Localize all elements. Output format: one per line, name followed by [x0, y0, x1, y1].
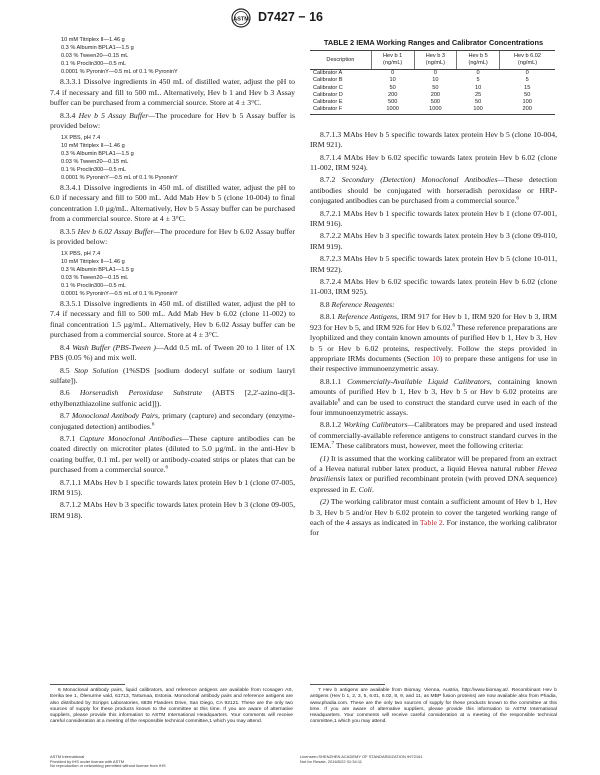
svg-text:ASTM: ASTM — [233, 16, 249, 23]
table-cell: 50 — [524, 91, 531, 98]
recipe-line: 10 mM Titriplex II—1.46 g — [61, 258, 125, 265]
astm-logo-icon — [231, 8, 251, 28]
table-header-row — [310, 51, 555, 70]
table-cell: 10 — [474, 84, 482, 91]
footnote-ref[interactable]: 6 — [165, 465, 168, 471]
paragraph-8-7-1-3: 8.7.1.3 MAbs Hev b 5 specific towards latex protein Hev b 5 (clone 10-004, IRM 921). — [310, 129, 557, 150]
recipe-line: 0.3 % Albumin BPLA1—1.5 g — [61, 266, 134, 273]
footnote-ref[interactable]: 7 — [331, 441, 335, 447]
table-cell: 1000 — [414, 106, 457, 114]
table-cell: 15 — [524, 84, 531, 91]
recipe-line: 0.03 % Tween20—0.15 mL — [61, 158, 129, 165]
paragraph-8-7-2-4: 8.7.2.4 MAbs Hev b 6.02 specific towards latex protein Hev b 6.02 (clone 11-003, IRM 925). — [310, 277, 557, 297]
section-title: Reference Antigens, — [337, 312, 399, 322]
table-link[interactable]: Table 2 — [419, 518, 443, 527]
table-cell: 200 — [499, 106, 555, 114]
table-cell: 0 — [476, 70, 480, 76]
column-header: Hev b 1 (ng/mL) — [371, 51, 414, 70]
calibrator-table — [310, 50, 555, 115]
section-title: Capture Monoclonal Antibodies— — [79, 433, 189, 443]
paragraph-8-8-1-1: 8.8.1.1 Commercially-Available Liquid Calibrators, containing known amounts of purified Hev b 1, Hev b 3, Hev b 5 or Hev b 6.02 proteins are available$^6$ and can be used to construct the standard curve used in each of the four immunoenzymetric assays. — [310, 376, 558, 417]
license-footer-right: Licensee=SHENZHEN ACADEMY OF STANDARDIZATION 9972161 Not for Resale, 2016/5/22 01:34:11 — [300, 754, 423, 764]
recipe-line: 0.0001 % PyroninY—0.5 mL of 0.1 % PyroninY — [61, 69, 178, 76]
paragraph-8-7: 8.7 Monoclonal Antibody Pairs, primary (capture) and secondary (enzyme-conjugated detection) antibodies.$^6$ — [50, 411, 296, 431]
section-title: Hev b 5 Assay Buffer— — [78, 110, 156, 120]
table-title: TABLE 2 IEMA Working Ranges and Calibrator Concentrations — [323, 38, 544, 47]
left-column — [50, 36, 295, 523]
right-column — [310, 36, 557, 541]
table-row — [310, 92, 555, 99]
footnote-ref[interactable]: 6 — [452, 323, 456, 329]
table-cell: 5 — [476, 77, 480, 84]
table-cell: 500 — [387, 99, 398, 106]
footnote-ref[interactable]: 6 — [516, 196, 519, 202]
section-title: Working Calibrators— — [343, 420, 415, 430]
recipe-line: 10 mM Titriplex II—1.46 g — [61, 142, 125, 149]
criterion-1: (1) It is assumed that the working calibrator will be prepared from an extract of a Hevea natural rubber latex product, a liquid Hevea natural rubber Hevea brasiliensis latex or purified recombinant protein (with proved DNA sequence) expressed in E. Coli. — [310, 453, 557, 494]
table-cell: 1000 — [371, 106, 414, 114]
row-label: Calibrator C — [313, 84, 343, 91]
buffer-recipe-hevb5 — [50, 134, 295, 183]
table-cell: 0 — [391, 70, 395, 76]
row-label: Calibrator D — [313, 91, 343, 98]
recipe-line: 0.3 % Albumin BPLA1—1.5 g — [61, 150, 134, 157]
table-cell: 0 — [525, 70, 529, 76]
table-cell: 10 — [432, 77, 439, 84]
criterion-2: (2) The working calibrator must contain a sufficient amount of Hev b 1, Hev b 3, Hev b 5 and/or Hev b 6.02 protein to cover the targeted working range of each of the 4 assays as indicated in Table 2. For instance, the working calibrator for — [310, 497, 557, 538]
document-designation: D7427 − 16 — [258, 10, 323, 24]
row-label: Calibrator A — [313, 70, 343, 76]
table-cell: 0 — [433, 70, 437, 76]
recipe-line: 0.03 % Tween20—0.15 mL — [61, 274, 129, 281]
paragraph-8-3-5: 8.3.5 Hev b 6.02 Assay Buffer—The procedure for Hev b 6.02 Assay buffer is provided below: — [50, 226, 295, 247]
section-title: Wash Buffer (PBS-Tween ) — [72, 342, 156, 352]
table-cell: 50 — [389, 84, 396, 91]
recipe-line: 0.1 % Proclin300—0.5 mL — [61, 166, 126, 173]
row-label: Calibrator B — [313, 77, 343, 84]
recipe-line: 0.1 % Proclin300—0.5 mL — [61, 61, 126, 68]
table-row — [310, 77, 555, 84]
paragraph-8-3-3-1: 8.3.3.1 Dissolve ingredients in 450 mL of distilled water, adjust the pH to 7.4 if necessary and fill to 500 mL. Alternatively, Hev b 1 and Hev b 3 Assay buffer can be purchased from a commercial source. Store at 4 ± 3°C. — [50, 77, 295, 108]
column-header: Hev b 5 (ng/mL) — [457, 51, 500, 70]
table-cell: 10 — [389, 77, 396, 84]
column-header: Description — [310, 51, 371, 70]
section-title: Reference Reagents: — [331, 299, 395, 309]
license-footer-left: ASTM International Provided by IHS under license with ASTM No reproduction or networking permitted without license from IHS — [50, 754, 166, 769]
recipe-line: 1X PBS, pH 7.4 — [61, 250, 101, 257]
paragraph-8-7-1-2: 8.7.1.2 MAbs Hev b 3 specific towards latex protein Hev b 3 (clone 09-005, IRM 918). — [50, 500, 295, 520]
paragraph-8-7-2-3: 8.7.2.3 MAbs Hev b 5 specific towards latex protein Hev b 5 (clone 10-011, IRM 922). — [310, 254, 557, 274]
buffer-recipe-hevb1-3 — [50, 36, 295, 76]
table-cell: 25 — [474, 91, 482, 98]
recipe-line: 0.0001 % PyroninY—0.5 mL of 0.1 % PyroninY — [61, 174, 178, 181]
buffer-recipe-hevb602 — [50, 250, 295, 299]
table-cell: 100 — [457, 106, 500, 114]
table-cell: 50 — [432, 84, 439, 91]
column-header: Hev b 6.02 (ng/mL) — [499, 51, 555, 70]
paragraph-8-7-1: 8.7.1 Capture Monoclonal Antibodies—These capture antibodies can be coated directly on microtiter plates (diluted to 5.0 µg/mL in the anti-Hev b coating buffer, 0.1 mL per well) or antibody-coated strips or plates that can be purchased from a commercial source.$^6$ — [50, 433, 296, 475]
paragraph-8-3-5-1: 8.3.5.1 Dissolve ingredients in 450 mL of distilled water, adjust the pH to 7.4 if necessary and fill to 500 mL. Add Mab Hev b 6.02 (clone 11-002) to final concentration 1.5 µg/mL. Alternatively, Hev b 6.02 Assay buffer can be purchased from a commercial source. Store at 4 ± 3°C. — [50, 299, 295, 340]
footnote-divider — [310, 684, 385, 685]
table-cell: 50 — [474, 99, 482, 106]
column-header: Hev b 3 (ng/mL) — [414, 51, 457, 70]
table-cell: 5 — [525, 77, 529, 84]
section-link[interactable]: 10 — [432, 353, 440, 363]
paragraph-8-7-2: 8.7.2 Secondary (Detection) Monoclonal Antibodies—These detection antibodies should be conjugated with horseradish peroxidase or HRP-conjugated antibodies can be purchased from a commercial source.$^6$ — [310, 175, 558, 206]
table-cell: 200 — [430, 91, 441, 98]
paragraph-8-7-1-4: 8.7.1.4 MAbs Hev b 6.02 specific towards latex protein Hev b 6.02 (clone 11-002, IRM 924). — [310, 152, 557, 172]
section-title: Monoclonal Antibody Pairs, — [71, 411, 160, 421]
section-title: Stop Solution — [74, 365, 119, 375]
row-label: Calibrator E — [313, 99, 343, 106]
table-cell: 100 — [522, 99, 532, 106]
page-header — [0, 6, 600, 32]
paragraph-8-8-1-2: 8.8.1.2 Working Calibrators—Calibrators may be prepared and used instead of commercially-available reference antigens to construct standard curves in the IEMA.$^7$ These calibrators must, however, meet the following criteria: — [310, 420, 557, 451]
recipe-line: 0.0001 % PyroninY—0.5 mL of 0.1 % PyroninY — [61, 290, 178, 297]
recipe-line: 0.03 % Tween20—0.15 mL — [61, 53, 129, 60]
paragraph-8-8-1: 8.8.1 Reference Antigens, IRM 917 for Hev b 1, IRM 920 for Hev b 3, IRM 923 for Hev b 5, and IRM 926 for Hev b 6.02.$^6$ These reference preparations are lyophilized and they contain known amounts of purified Hev b 1, Hev b 3, Hev b 5 or Hev b 6.02 proteins, respectively. Follow the steps provided in appropriate IRMs documents (Section 10) to prepare these antigens for use in their respective immunoenzymetric assay. — [310, 312, 558, 374]
paragraph-8-5: 8.5 Stop Solution (1%SDS [sodium dodecyl sulfate or sodium lauryl sulfate]). — [50, 365, 295, 385]
footnote-7: 7 Hev b antigens are available from Biomay, Vienna, Austria, http://www.biomay.at/. Recombinant Hev b antigens (Hev b 1, 2, 3, 5, 6.01, 6.02, 8, 9, and 11, as MBP fusion proteins) are now available also from Phadia, www.phadia.com. These are the only two sources of supply for these products known to the committee at this time. If you are aware of alternative suppliers, please provide this information to ASTM International Headquarters. Your comments will receive careful consideration at a meeting of the responsible technical committee,1 which you may attend. — [310, 688, 557, 725]
footnote-6: 6 Monoclonal antibody pairs, liquid calibrators, and reference antigens are available from Icosagen AS, Eerika tee 1, Õlenurme vald, 61713, Tartumaa, Estonia. Monoclonal antibody pairs and reference antigens are also distributed by Scripps Laboratories, 6838 Flanders Drive, San Diego, CA 92121. These are the only two sources of supply for these products known to the committee at this time. If you are aware of alternative suppliers, please provide this information to ASTM International Headquarters. Your comments will receive careful consideration at a meeting of the responsible technical committee,1 which you may attend. — [50, 688, 293, 725]
paragraph-8-7-2-1: 8.7.2.1 MAbs Hev b 1 specific towards latex protein Hev b 1 (clone 07-001, IRM 916). — [310, 208, 557, 229]
footnote-ref[interactable]: 6 — [337, 397, 341, 403]
table-row — [310, 85, 555, 92]
table-body — [310, 70, 555, 115]
table-row — [310, 70, 555, 78]
recipe-line: 0.1 % Proclin300—0.5 mL — [61, 282, 126, 289]
recipe-line: 0.3 % Albumin BPLA1—1.5 g — [61, 45, 134, 52]
table-cell: 200 — [387, 91, 398, 98]
spacer — [310, 115, 557, 129]
paragraph-8-7-1-1: 8.7.1.1 MAbs Hev b 1 specific towards latex protein Hev b 1 (clone 07-005, IRM 915). — [50, 477, 295, 497]
paragraph-8-3-4: 8.3.4 Hev b 5 Assay Buffer—The procedure for Hev b 5 Assay buffer is provided below: — [50, 110, 295, 131]
recipe-line: 1X PBS, pH 7.4 — [61, 134, 101, 141]
table-row — [310, 99, 555, 106]
footnote-divider — [50, 684, 125, 685]
recipe-line: 10 mM Titriplex II—1.46 g — [61, 37, 125, 43]
section-title: Secondary (Detection) Monoclonal Antibodies— — [341, 175, 505, 185]
section-title: Commercially-Available Liquid Calibrators, — [347, 376, 492, 386]
paragraph-8-6: 8.6 Horseradish Peroxidase Substrate (ABTS [2,2'-azino-di[3-ethylbenzthiazoline sulfonic acid]]). — [50, 388, 296, 408]
table-cell: 500 — [430, 99, 441, 106]
section-title: Horseradish Peroxidase Substrate — [79, 388, 203, 398]
paragraph-8-3-4-1: 8.3.4.1 Dissolve ingredients in 450 mL of distilled water, adjust the pH to 6.0 if necessary and fill to 500 mL. Add Mab Hev b 5 (clone 10-004) to final concentration 1.0 µg/mL. Alternatively, Hev b 5 Assay buffer can be purchased from a commercial source. Store at 4 ± 3°C. — [50, 183, 295, 224]
row-label: Calibrator F — [310, 106, 371, 114]
table-row — [310, 106, 555, 114]
paragraph-8-4: 8.4 Wash Buffer (PBS-Tween )—Add 0.5 mL of Tween 20 to 1 liter of 1X PBS (0.05 %) and mix well. — [50, 342, 296, 363]
paragraph-8-8: 8.8 Reference Reagents: — [320, 299, 395, 309]
section-title: Hev b 6.02 Assay Buffer— — [77, 226, 161, 236]
footnote-ref[interactable]: 6 — [151, 421, 155, 427]
paragraph-8-7-2-2: 8.7.2.2 MAbs Hev b 3 specific towards latex protein Hev b 3 (clone 09-010, IRM 919). — [310, 231, 557, 251]
